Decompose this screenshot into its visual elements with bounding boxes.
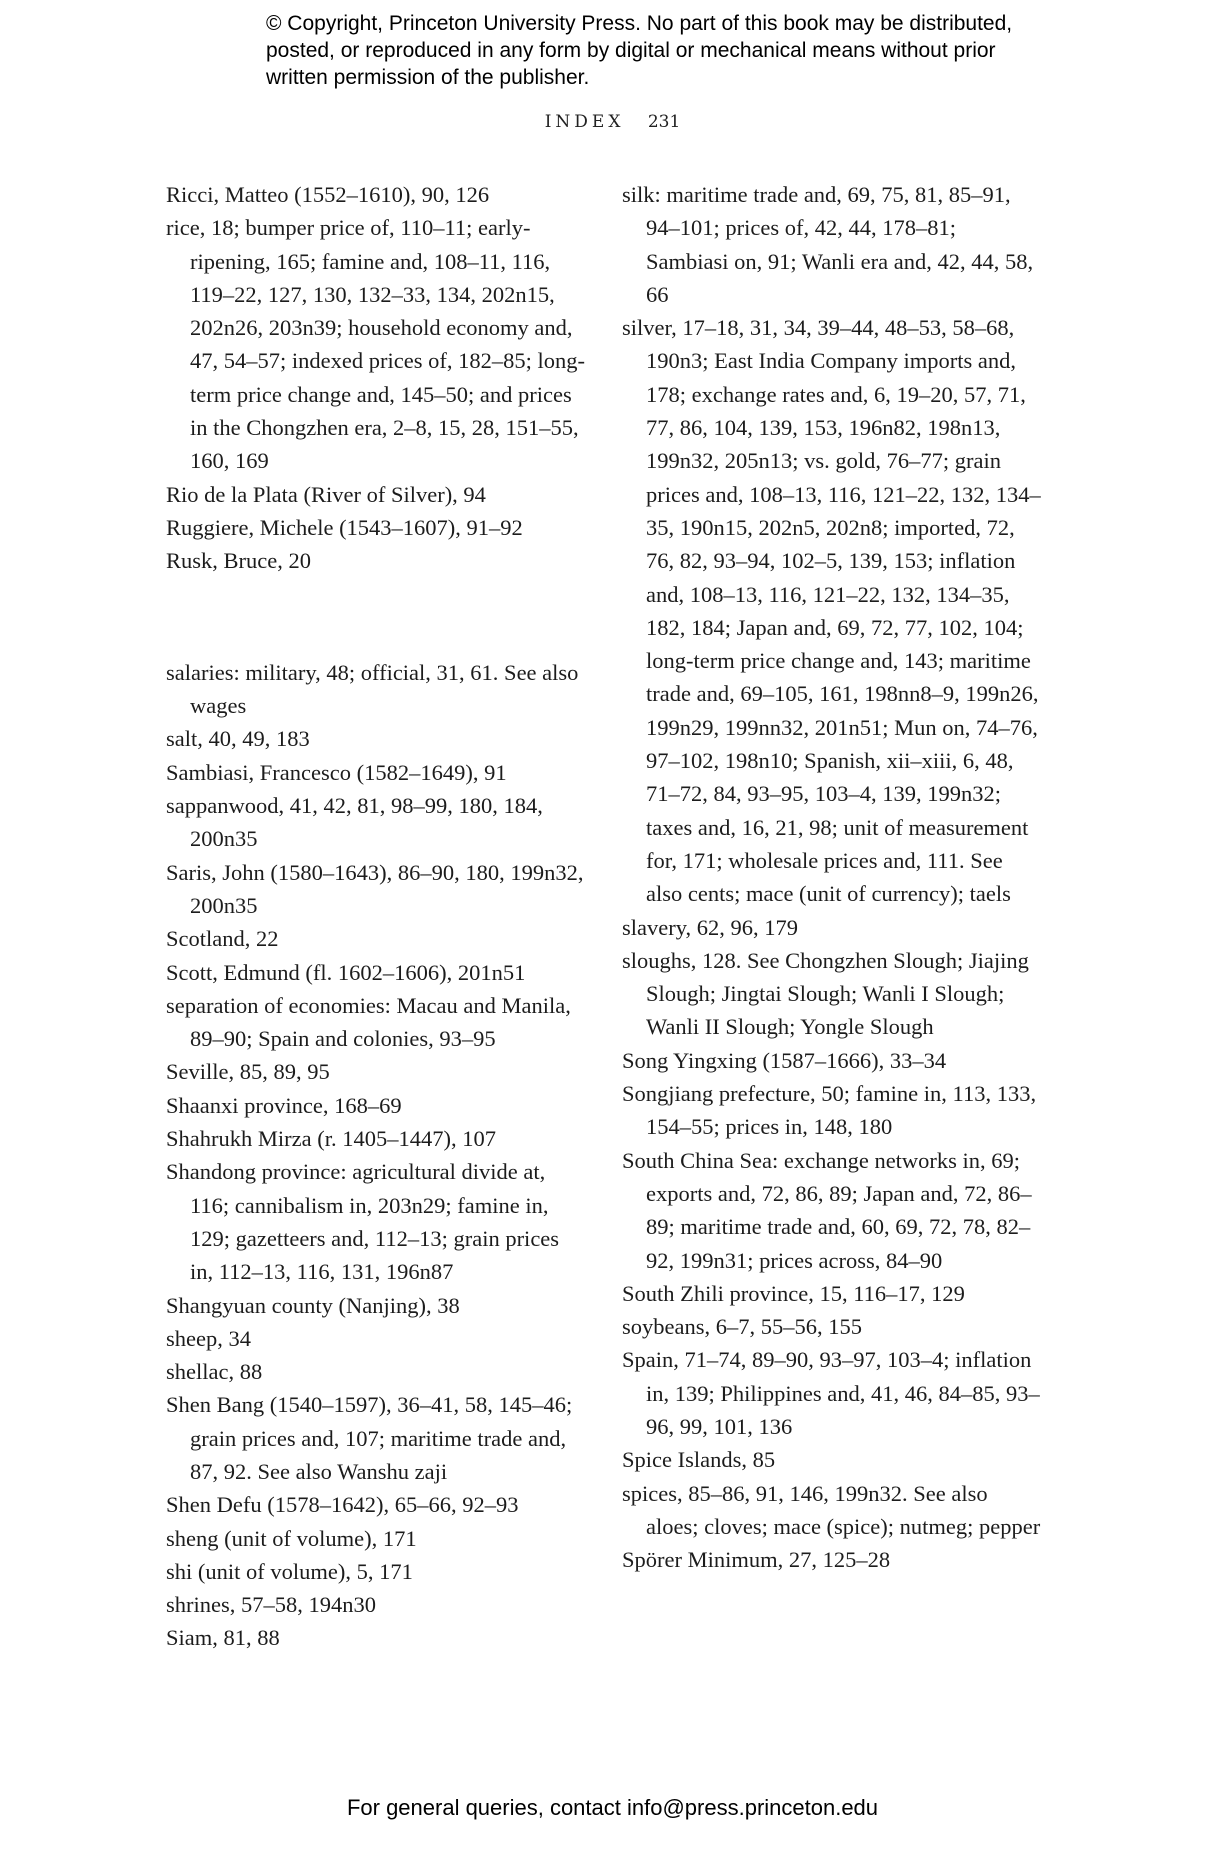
- index-entry: shrines, 57–58, 194n30: [166, 1592, 376, 1618]
- copyright-notice: © Copyright, Princeton University Press. No part of this book may be distributed, posted, or reproduced in any form by digital or mechanical means without prior written permission of the publisher.: [266, 12, 1013, 89]
- index-entry: Rio de la Plata (River of Silver), 94: [166, 481, 486, 507]
- index-entry: rice, 18; bumper price of, 110–11; early-ripening, 165; famine and, 108–11, 116, 119–22, 127, 130, 132–33, 134, 202n15, 202n26, 203n39; household economy and, 47, 54–57; indexed prices of, 182–85; long-term price change and, 145–50; and prices in the Chongzhen era, 2–8, 15, 28, 151–55, 160, 169: [166, 215, 585, 474]
- index-entry: silk: maritime trade and, 69, 75, 81, 85–91, 94–101; prices of, 42, 44, 178–81; Sambiasi on, 91; Wanli era and, 42, 44, 58, 66: [622, 182, 1034, 307]
- index-entry: Saris, John (1580–1643), 86–90, 180, 199n32, 200n35: [166, 859, 584, 918]
- index-entry: Shen Bang (1540–1597), 36–41, 58, 145–46; grain prices and, 107; maritime trade and, 87, 92. See also Wanshu zaji: [166, 1392, 573, 1484]
- contact-footer: For general queries, contact info@press.princeton.edu: [346, 1795, 879, 1820]
- index-entry: Ricci, Matteo (1552–1610), 90, 126: [166, 182, 490, 207]
- index-entry: Sambiasi, Francesco (1582–1649), 91: [166, 759, 507, 785]
- index-entry: slavery, 62, 96, 179: [622, 914, 799, 940]
- index-entry: sheng (unit of volume), 171: [166, 1525, 417, 1551]
- index-entry: shi (unit of volume), 5, 171: [166, 1558, 413, 1584]
- index-entry: silver, 17–18, 31, 34, 39–44, 48–53, 58–68, 190n3; East India Company imports and, 178; exchange rates and, 6, 19–20, 57, 71, 77, 86, 104, 139, 153, 196n82, 198n13, 199n32, 205n13; vs. gold, 76–77; grain prices and, 108–13, 116, 121–22, 132, 134–35, 190n15, 202n5, 202n8; imported, 72, 76, 82, 93–94, 102–5, 139, 153; inflation and, 108–13, 116, 121–22, 132, 134–35, 182, 184; Japan and, 69, 72, 77, 102, 104; long-term price change and, 143; maritime trade and, 69–105, 161, 198nn8–9, 199n26, 199n29, 199nn32, 201n51; Mun on, 74–76, 97–102, 198n10; Spanish, xii–xiii, 6, 48, 71–72, 84, 93–95, 103–4, 139, 199n32; taxes and, 16, 21, 98; unit of measurement for, 171; wholesale prices and, 111. See also cents; mace (unit of currency); taels: [622, 315, 1041, 907]
- index-entry: Rusk, Bruce, 20: [166, 548, 311, 574]
- index-entry: Seville, 85, 89, 95: [166, 1059, 330, 1085]
- index-entry: sheep, 34: [166, 1325, 251, 1351]
- index-entry: salaries: military, 48; official, 31, 61. See also wages: [166, 659, 579, 719]
- index-entry: spices, 85–86, 91, 146, 199n32. See also aloes; cloves; mace (spice); nutmeg; pepper: [622, 1480, 1041, 1539]
- index-entry: Shahrukh Mirza (r. 1405–1447), 107: [166, 1126, 496, 1152]
- index-entry: Siam, 81, 88: [166, 1625, 280, 1651]
- index-entry: sloughs, 128. See Chongzhen Slough; Jiajing Slough; Jingtai Slough; Wanli I Slough; Wanli II Slough; Yongle Slough: [622, 947, 1029, 1040]
- index-entry: South Zhili province, 15, 116–17, 129: [622, 1280, 965, 1306]
- index-entry: Shandong province: agricultural divide at, 116; cannibalism in, 203n29; famine in, 129; gazetteers and, 112–13; grain prices in, 112–13, 116, 131, 196n87: [166, 1159, 560, 1285]
- index-entry: Ruggiere, Michele (1543–1607), 91–92: [166, 514, 523, 540]
- index-entry: shellac, 88: [166, 1359, 263, 1385]
- index-entry: separation of economies: Macau and Manila, 89–90; Spain and colonies, 93–95: [166, 992, 571, 1052]
- index-column-left: [166, 178, 586, 1655]
- running-head: [0, 112, 1225, 132]
- index-entry: Spörer Minimum, 27, 125–28: [622, 1547, 891, 1573]
- index-entry: soybeans, 6–7, 55–56, 155: [622, 1314, 862, 1340]
- index-entry: South China Sea: exchange networks in, 69; exports and, 72, 86, 89; Japan and, 72, 86–89; maritime trade and, 60, 69, 72, 78, 82–92, 199n31; prices across, 84–90: [622, 1147, 1032, 1273]
- index-entry: Shaanxi province, 168–69: [166, 1092, 402, 1118]
- index-entry: sappanwood, 41, 42, 81, 98–99, 180, 184, 200n35: [166, 793, 543, 852]
- running-head-label: INDEX: [544, 112, 625, 132]
- page-number: 231: [647, 112, 681, 132]
- index-entry: Song Yingxing (1587–1666), 33–34: [622, 1047, 947, 1073]
- index-entry: Songjiang prefecture, 50; famine in, 113, 133, 154–55; prices in, 148, 180: [622, 1081, 1037, 1140]
- index-entry: Spain, 71–74, 89–90, 93–97, 103–4; inflation in, 139; Philippines and, 41, 46, 84–85, 93–96, 99, 101, 136: [622, 1347, 1040, 1439]
- index-entry: Shangyuan county (Nanjing), 38: [166, 1292, 460, 1318]
- index-entry: Scott, Edmund (fl. 1602–1606), 201n51: [166, 959, 526, 985]
- index-entry: salt, 40, 49, 183: [166, 726, 310, 752]
- index-entry: Shen Defu (1578–1642), 65–66, 92–93: [166, 1492, 519, 1518]
- index-entry: Scotland, 22: [166, 926, 279, 952]
- index-column-right: [622, 178, 1042, 1576]
- section-gap: [166, 600, 586, 633]
- index-entry: Spice Islands, 85: [622, 1447, 776, 1473]
